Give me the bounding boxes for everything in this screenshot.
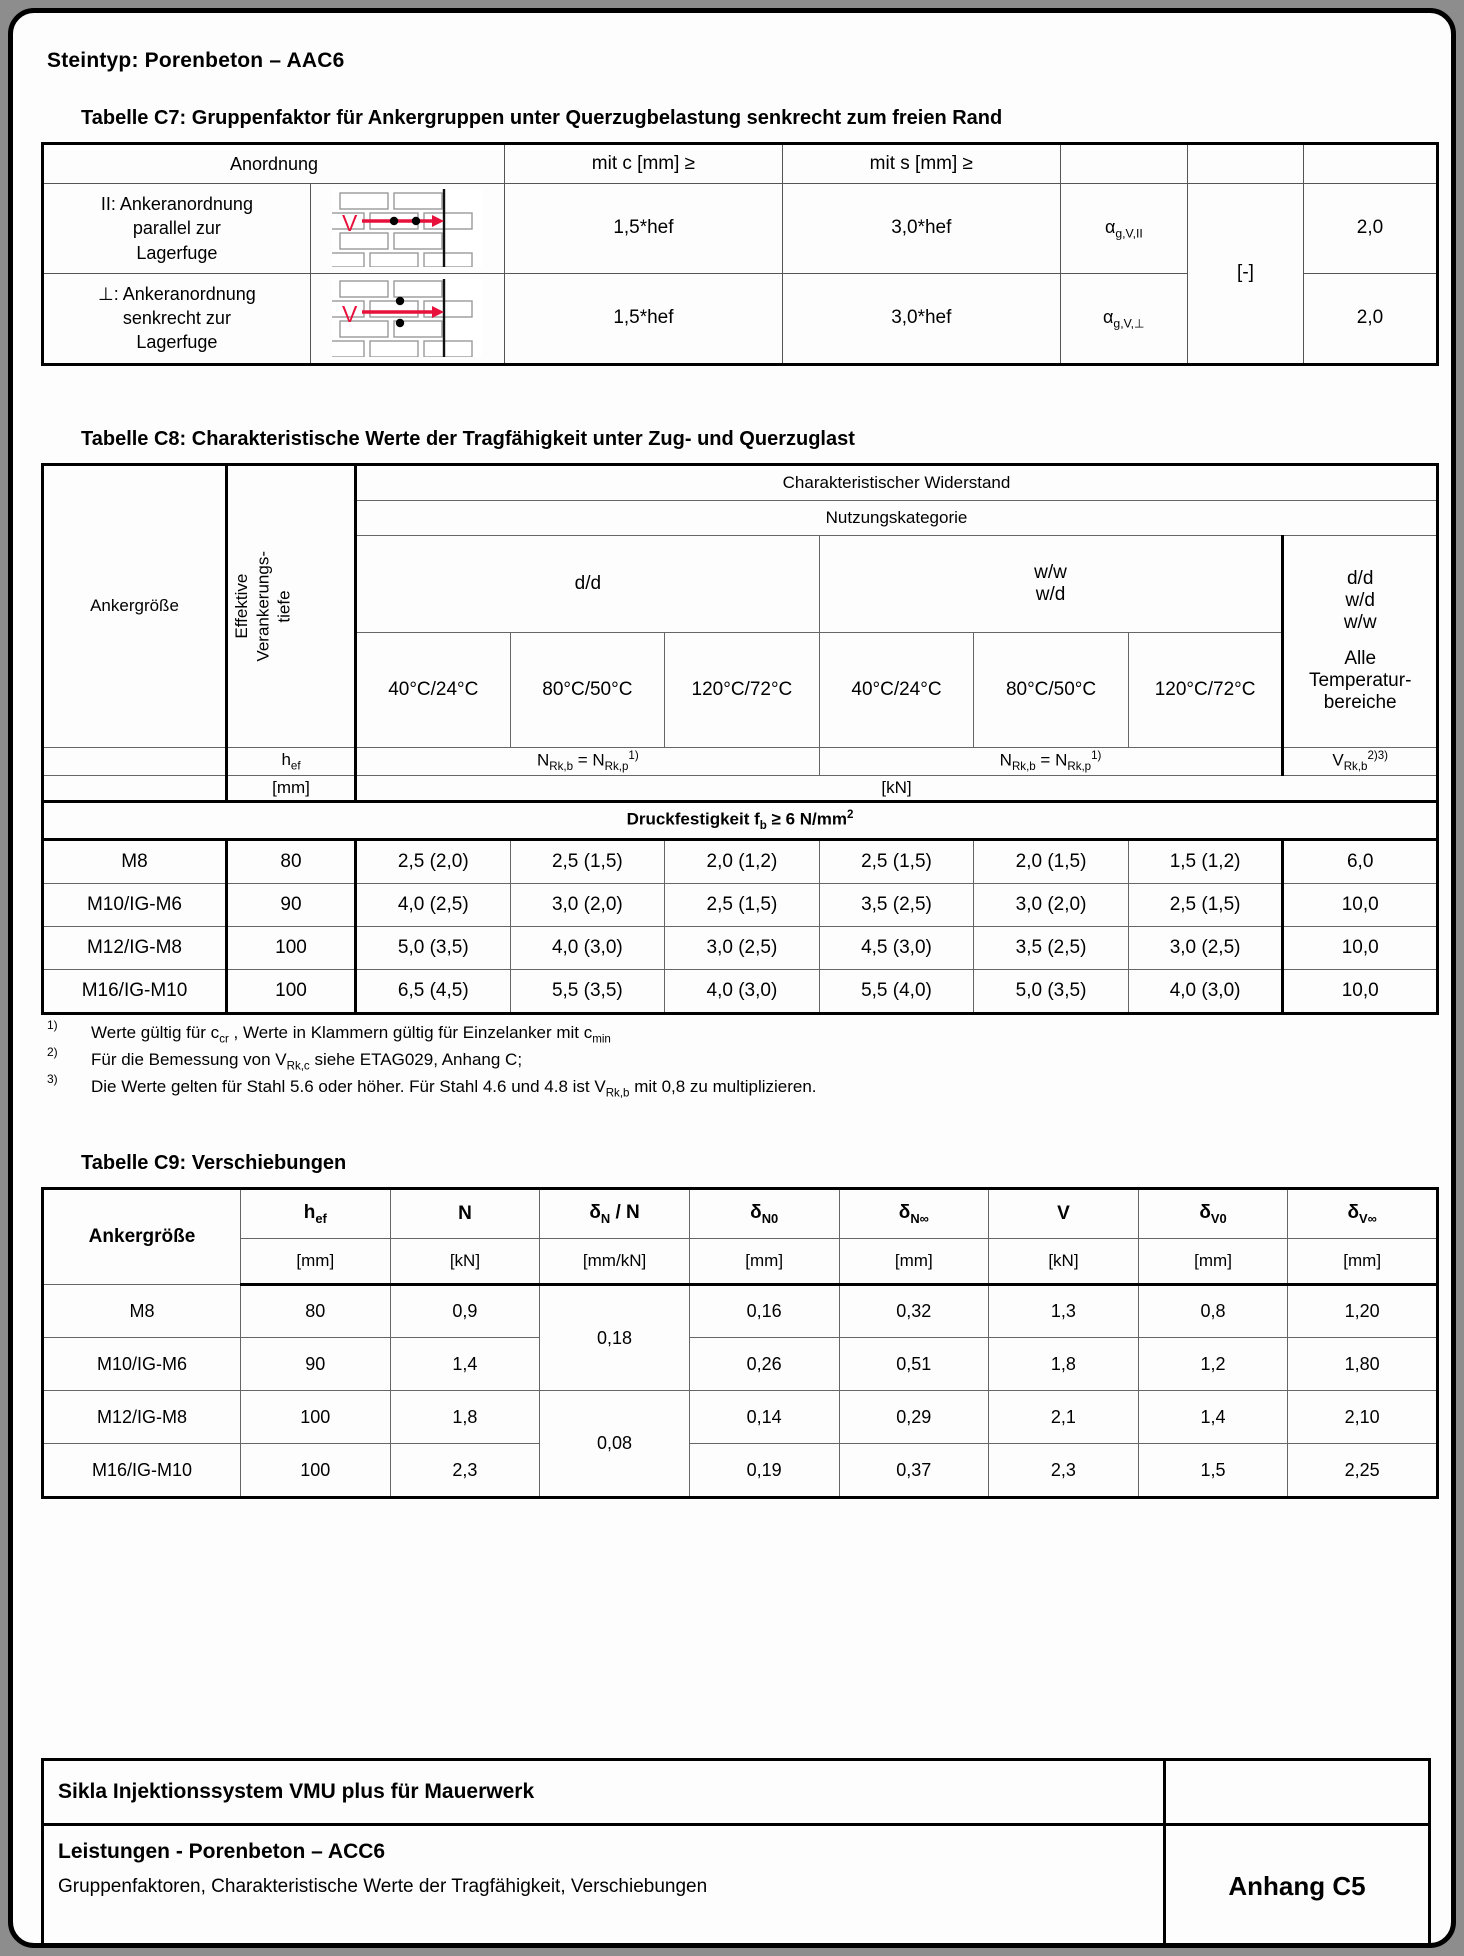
cell-vrk: 10,0 bbox=[1283, 883, 1438, 926]
header-delta-n0: $\delta_{N0}$ bbox=[689, 1189, 839, 1239]
row-label-line3: Lagerfuge bbox=[136, 332, 218, 353]
cell-value: 2,0 (1,5) bbox=[974, 839, 1129, 883]
nrk-base: N bbox=[999, 750, 1012, 770]
table-row bbox=[43, 1285, 1438, 1338]
table-row bbox=[43, 839, 1438, 883]
cell-anker: M8 bbox=[43, 839, 227, 883]
row-label-line3: Lagerfuge bbox=[136, 242, 218, 263]
header-nrk-right bbox=[819, 747, 1283, 775]
header-verankerungstiefe bbox=[227, 464, 356, 747]
cell-anker: M8 bbox=[43, 1285, 241, 1338]
footer-anhang: Anhang C5 bbox=[1163, 1826, 1428, 1946]
cell-v: 1,3 bbox=[989, 1285, 1139, 1338]
cell-value: 3,0 (2,0) bbox=[974, 883, 1129, 926]
alle-temp-line2: Temperatur- bbox=[1308, 670, 1412, 692]
table-row bbox=[43, 1338, 1438, 1391]
header-delta-n-per-n: $\delta_N$ / N bbox=[540, 1189, 690, 1239]
cell-delta-vinf: 2,25 bbox=[1288, 1444, 1438, 1498]
vrk-base: V bbox=[1332, 750, 1344, 770]
cell-value: 5,5 (4,0) bbox=[819, 969, 974, 1013]
header-usecat-ww-wd bbox=[819, 535, 1283, 632]
cell-s-perpendicular: 3,0*hef bbox=[782, 273, 1060, 364]
table-row bbox=[43, 926, 1438, 969]
header-delta-vinf: $\delta_{V\infty}$ bbox=[1288, 1189, 1438, 1239]
vrk-sup: 2)3) bbox=[1367, 749, 1388, 762]
cell-vrk: 10,0 bbox=[1283, 969, 1438, 1013]
table-c7-title: Tabelle C7: Gruppenfaktor für Ankergruppen unter Querzugbelastung senkrecht zum freien Rand bbox=[81, 107, 1003, 129]
table-row bbox=[43, 969, 1438, 1013]
footnote-3 bbox=[41, 1072, 1431, 1102]
cell-value: 4,5 (3,0) bbox=[819, 926, 974, 969]
footer-title: Leistungen - Porenbeton – ACC6 bbox=[58, 1840, 386, 1863]
page-title: Steintyp: Porenbeton – AAC6 bbox=[47, 49, 345, 72]
cell-delta-n0: 0,16 bbox=[689, 1285, 839, 1338]
unit-delta-vinf: [mm] bbox=[1288, 1239, 1438, 1285]
header-ankergroesse: Ankergröße bbox=[43, 464, 227, 747]
cell-delta-vinf: 2,10 bbox=[1288, 1391, 1438, 1444]
cell-value: 5,0 (3,5) bbox=[974, 969, 1129, 1013]
nrk-sup: 1) bbox=[628, 749, 639, 762]
cell-delta-n0: 0,26 bbox=[689, 1338, 839, 1391]
unit-delta-n0: [mm] bbox=[689, 1239, 839, 1285]
row-label-line1: II: Ankeranordnung bbox=[100, 194, 253, 214]
header-temp-6: 120°C/72°C bbox=[1128, 632, 1283, 747]
cell-delta-n0: 0,14 bbox=[689, 1391, 839, 1444]
table-row bbox=[43, 464, 1438, 500]
header-hef-symbol bbox=[43, 747, 227, 775]
footer-system-row bbox=[44, 1761, 1428, 1826]
header-nutzungskategorie: Nutzungskategorie bbox=[356, 500, 1438, 535]
cell-delta-ninf: 0,32 bbox=[839, 1285, 989, 1338]
footer-system-right-blank bbox=[1163, 1761, 1428, 1823]
header-ankergroesse: Ankergröße bbox=[43, 1189, 241, 1285]
verank-line2: Verankerungs- bbox=[253, 550, 273, 662]
cell-value: 5,0 (3,5) bbox=[356, 926, 511, 969]
row-label-line2: parallel zur bbox=[132, 218, 221, 239]
cell-value: 4,0 (3,0) bbox=[665, 969, 820, 1013]
cell-delta-n-per-n-group1: 0,18 bbox=[540, 1285, 690, 1391]
cell-hef: 100 bbox=[227, 969, 356, 1013]
header-unit-blank bbox=[1187, 144, 1303, 184]
header-hef bbox=[227, 747, 356, 775]
cell-anker: M16/IG-M10 bbox=[43, 969, 227, 1013]
cell-n: 0,9 bbox=[390, 1285, 540, 1338]
table-row bbox=[43, 1239, 1438, 1285]
header-anordnung: Anordnung bbox=[43, 144, 505, 184]
header-temp-1: 40°C/24°C bbox=[356, 632, 511, 747]
header-temp-5: 80°C/50°C bbox=[974, 632, 1129, 747]
unit-delta-v0: [mm] bbox=[1138, 1239, 1288, 1285]
header-mit-c: mit c [mm] ≥ bbox=[505, 144, 783, 184]
cell-v: 1,8 bbox=[989, 1338, 1139, 1391]
footer-title-row bbox=[44, 1826, 1428, 1946]
nrk-eq: = N bbox=[1035, 750, 1068, 770]
verank-line1: Effektive bbox=[232, 573, 251, 639]
druck-sup: 2 bbox=[847, 808, 854, 821]
cell-hef: 80 bbox=[227, 839, 356, 883]
cell-delta-v0: 1,4 bbox=[1138, 1391, 1288, 1444]
cell-hef: 100 bbox=[241, 1391, 391, 1444]
footnote-mark: 1) bbox=[47, 1017, 58, 1032]
cell-value: 4,0 (3,0) bbox=[1128, 969, 1283, 1013]
footer-subtitle: Gruppenfaktoren, Charakteristische Werte der Tragfähigkeit, Verschiebungen bbox=[58, 1876, 708, 1897]
usecat-ww-line1: w/w bbox=[1034, 561, 1067, 583]
cell-delta-n0: 0,19 bbox=[689, 1444, 839, 1498]
page-content bbox=[33, 27, 1431, 1499]
druck-sub: b bbox=[759, 819, 767, 832]
header-value-blank bbox=[1304, 144, 1438, 184]
unit-mm: [mm] bbox=[227, 775, 356, 801]
vrk-sub: Rk,b bbox=[1343, 760, 1368, 773]
header-hef: $h_{ef}$ bbox=[241, 1189, 391, 1239]
cell-value: 3,5 (2,5) bbox=[819, 883, 974, 926]
row-label-line2: senkrecht zur bbox=[122, 308, 231, 329]
table-row bbox=[43, 184, 1438, 274]
header-v: V bbox=[989, 1189, 1139, 1239]
cell-delta-v0: 1,5 bbox=[1138, 1444, 1288, 1498]
table-row bbox=[43, 1444, 1438, 1498]
header-nrk-left bbox=[356, 747, 820, 775]
cell-delta-ninf: 0,51 bbox=[839, 1338, 989, 1391]
table-row bbox=[43, 883, 1438, 926]
page-footer bbox=[41, 1758, 1431, 1948]
alle-temp-line1: Alle bbox=[1344, 648, 1377, 670]
unit-hef: [mm] bbox=[241, 1239, 391, 1285]
unit-kn: [kN] bbox=[356, 775, 1438, 801]
unit-blank bbox=[43, 775, 227, 801]
verank-line3: tiefe bbox=[274, 590, 294, 623]
usecat-ww-line2: w/d bbox=[1035, 583, 1066, 605]
masonry-perpendicular-icon bbox=[310, 273, 504, 364]
cell-hef: 90 bbox=[227, 883, 356, 926]
cell-c-perpendicular: 1,5*hef bbox=[505, 273, 783, 364]
cell-symbol-perpendicular bbox=[1060, 273, 1187, 364]
unit-v: [kN] bbox=[989, 1239, 1139, 1285]
nrk-sub2: Rk,p bbox=[1067, 760, 1092, 773]
cell-value-perpendicular: 2,0 bbox=[1304, 273, 1438, 364]
cell-n: 2,3 bbox=[390, 1444, 540, 1498]
header-temp-4: 40°C/24°C bbox=[819, 632, 974, 747]
document-page bbox=[8, 8, 1456, 1948]
svg-text:V: V bbox=[342, 210, 358, 237]
unit-n: [kN] bbox=[390, 1239, 540, 1285]
cell-value: 6,5 (4,5) bbox=[356, 969, 511, 1013]
table-row bbox=[43, 775, 1438, 801]
cell-value: 2,5 (2,0) bbox=[356, 839, 511, 883]
table-row bbox=[43, 1189, 1438, 1239]
cell-value: 2,0 (1,2) bbox=[665, 839, 820, 883]
table-c8 bbox=[41, 463, 1439, 1015]
unit-delta-ninf: [mm] bbox=[839, 1239, 989, 1285]
cell-c-parallel: 1,5*hef bbox=[505, 184, 783, 274]
cell-v: 2,3 bbox=[989, 1444, 1139, 1498]
cell-delta-v0: 0,8 bbox=[1138, 1285, 1288, 1338]
cell-symbol-parallel bbox=[1060, 184, 1187, 274]
cell-anker: M10/IG-M6 bbox=[43, 1338, 241, 1391]
header-char-widerstand: Charakteristischer Widerstand bbox=[356, 464, 1438, 500]
footnote-text: Für die Bemessung von $V_{Rk,c}$ siehe ETAG029, Anhang C; bbox=[91, 1050, 523, 1073]
cell-value: 2,5 (1,5) bbox=[665, 883, 820, 926]
footer-title-block bbox=[44, 1826, 1163, 1946]
cell-value: 1,5 (1,2) bbox=[1128, 839, 1283, 883]
footnote-2 bbox=[41, 1045, 1431, 1075]
nrk-base: N bbox=[536, 750, 550, 770]
table-row bbox=[43, 1391, 1438, 1444]
cell-value: 2,5 (1,5) bbox=[1128, 883, 1283, 926]
hef-sub: ef bbox=[290, 760, 301, 773]
alpha-subscript: g,V,⊥ bbox=[1113, 316, 1145, 331]
row-label-perpendicular bbox=[43, 273, 311, 364]
header-vrk bbox=[1283, 747, 1438, 775]
cell-value: 2,5 (1,5) bbox=[510, 839, 665, 883]
cell-value: 3,0 (2,5) bbox=[1128, 926, 1283, 969]
cell-delta-ninf: 0,37 bbox=[839, 1444, 989, 1498]
footnotes bbox=[41, 1017, 1431, 1102]
usecat-all-line2: w/d bbox=[1345, 590, 1375, 612]
header-usecat-all bbox=[1283, 535, 1438, 747]
unit-delta-n-per-n: [mm/kN] bbox=[540, 1239, 690, 1285]
cell-n: 1,8 bbox=[390, 1391, 540, 1444]
nrk-sub1: Rk,b bbox=[549, 760, 574, 773]
usecat-all-line1: d/d bbox=[1346, 568, 1374, 590]
row-label-line1: ⊥: Ankeranordnung bbox=[98, 283, 256, 304]
header-temp-3: 120°C/72°C bbox=[665, 632, 820, 747]
cell-unit-dimensionless: [-] bbox=[1187, 184, 1303, 365]
alpha-subscript: g,V,II bbox=[1115, 226, 1143, 241]
cell-hef: 100 bbox=[227, 926, 356, 969]
nrk-sub2: Rk,p bbox=[604, 760, 629, 773]
header-mit-s: mit s [mm] ≥ bbox=[782, 144, 1060, 184]
cell-value: 4,0 (2,5) bbox=[356, 883, 511, 926]
usecat-all-line3: w/w bbox=[1343, 612, 1377, 634]
table-c8-title: Tabelle C8: Charakteristische Werte der Tragfähigkeit unter Zug- und Querzuglast bbox=[81, 427, 855, 450]
hef-base: h bbox=[281, 750, 291, 770]
header-symbol-blank bbox=[1060, 144, 1187, 184]
cell-value: 4,0 (3,0) bbox=[510, 926, 665, 969]
cell-delta-vinf: 1,20 bbox=[1288, 1285, 1438, 1338]
header-temp-2: 80°C/50°C bbox=[510, 632, 665, 747]
cell-n: 1,4 bbox=[390, 1338, 540, 1391]
nrk-sub1: Rk,b bbox=[1011, 760, 1036, 773]
cell-delta-ninf: 0,29 bbox=[839, 1391, 989, 1444]
cell-anker: M12/IG-M8 bbox=[43, 926, 227, 969]
cell-value-parallel: 2,0 bbox=[1304, 184, 1438, 274]
table-c7 bbox=[41, 142, 1439, 366]
footnote-mark: 3) bbox=[47, 1072, 58, 1087]
svg-text:V: V bbox=[342, 301, 358, 328]
druck-pre: Druckfestigkeit f bbox=[626, 809, 760, 829]
cell-delta-v0: 1,2 bbox=[1138, 1338, 1288, 1391]
cell-vrk: 10,0 bbox=[1283, 926, 1438, 969]
header-n: N bbox=[390, 1189, 540, 1239]
cell-value: 2,5 (1,5) bbox=[819, 839, 974, 883]
row-label-parallel bbox=[43, 184, 311, 274]
cell-anker: M12/IG-M8 bbox=[43, 1391, 241, 1444]
cell-hef: 90 bbox=[241, 1338, 391, 1391]
cell-anker: M16/IG-M10 bbox=[43, 1444, 241, 1498]
footnote-text: Werte gültig für $c_{cr}$ , Werte in Klammern gültig für Einzelanker mit $c_{min}$ bbox=[91, 1022, 611, 1046]
nrk-eq: = N bbox=[573, 750, 605, 770]
footnote-1 bbox=[41, 1017, 1431, 1048]
cell-value: 3,0 (2,5) bbox=[665, 926, 820, 969]
table-row bbox=[43, 144, 1438, 184]
cell-s-parallel: 3,0*hef bbox=[782, 184, 1060, 274]
header-delta-ninf: $\delta_{N\infty}$ bbox=[839, 1189, 989, 1239]
alle-temp-line3: bereiche bbox=[1323, 692, 1397, 714]
header-delta-v0: $\delta_{V0}$ bbox=[1138, 1189, 1288, 1239]
header-usecat-dd: d/d bbox=[356, 535, 820, 632]
footer-system: Sikla Injektionssystem VMU plus für Mauerwerk bbox=[58, 1780, 535, 1803]
alpha-symbol: α bbox=[1104, 216, 1116, 237]
cell-delta-n-per-n-group2: 0,08 bbox=[540, 1391, 690, 1498]
cell-anker: M10/IG-M6 bbox=[43, 883, 227, 926]
table-row bbox=[43, 801, 1438, 839]
footnote-text: Die Werte gelten für Stahl 5.6 oder höher. Für Stahl 4.6 und 4.8 ist $V_{Rk,b}$ mit 0,8 zu multiplizieren. bbox=[91, 1077, 817, 1100]
druckfestigkeit-band bbox=[43, 801, 1438, 839]
masonry-parallel-icon bbox=[310, 184, 504, 274]
table-c9 bbox=[41, 1187, 1439, 1499]
cell-value: 3,0 (2,0) bbox=[510, 883, 665, 926]
footnote-mark: 2) bbox=[47, 1045, 58, 1060]
cell-v: 2,1 bbox=[989, 1391, 1139, 1444]
nrk-sup: 1) bbox=[1091, 749, 1102, 762]
cell-vrk: 6,0 bbox=[1283, 839, 1438, 883]
table-c9-title: Tabelle C9: Verschiebungen bbox=[81, 1152, 347, 1175]
druck-post: ≥ 6 N/mm bbox=[766, 809, 848, 829]
cell-delta-vinf: 1,80 bbox=[1288, 1338, 1438, 1391]
cell-value: 3,5 (2,5) bbox=[974, 926, 1129, 969]
table-row bbox=[43, 747, 1438, 775]
alpha-symbol: α bbox=[1103, 306, 1114, 327]
cell-hef: 100 bbox=[241, 1444, 391, 1498]
cell-hef: 80 bbox=[241, 1285, 391, 1338]
cell-value: 5,5 (3,5) bbox=[510, 969, 665, 1013]
